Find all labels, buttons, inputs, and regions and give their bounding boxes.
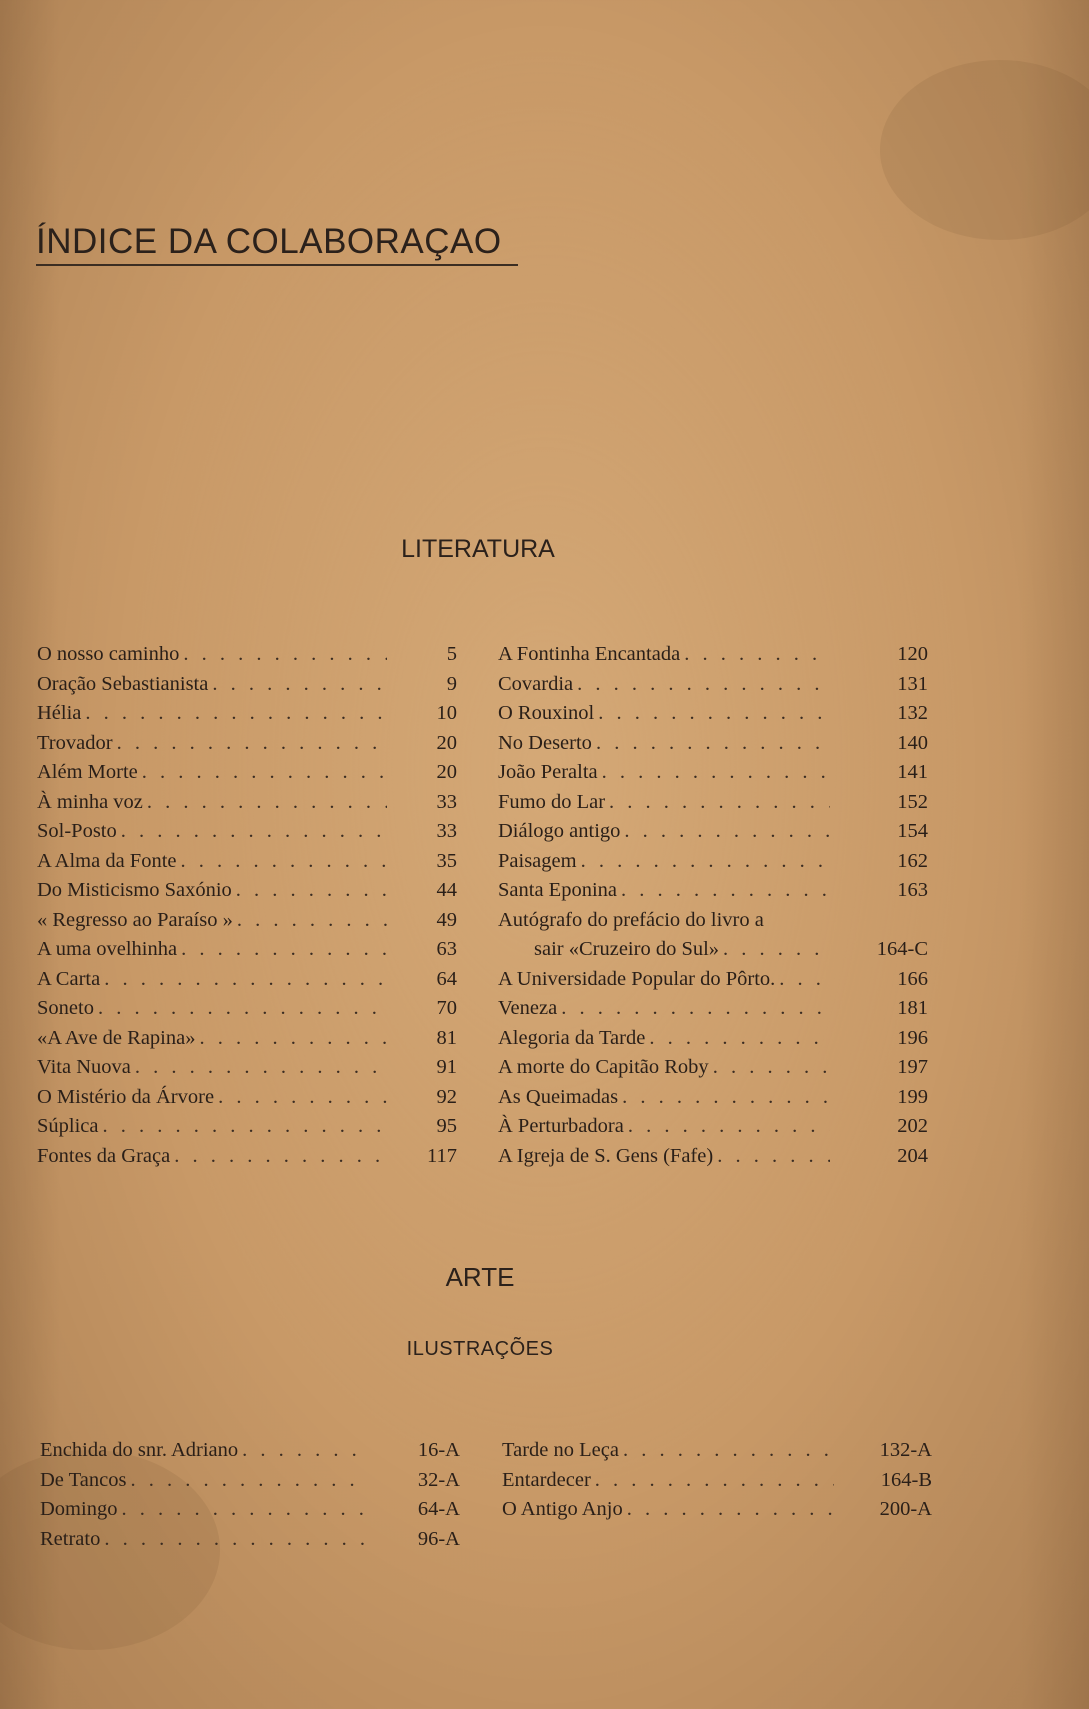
entry-page: 132-A xyxy=(879,1439,932,1461)
entry-page: 164-C xyxy=(876,938,928,960)
toc-entry xyxy=(37,876,457,906)
entry-page: 96-A xyxy=(417,1527,460,1550)
toc-entry xyxy=(40,1525,460,1555)
entry-page: 16-A xyxy=(417,1439,460,1461)
toc-entry xyxy=(498,847,928,877)
entry-title: O Rouxinol xyxy=(498,702,595,724)
dot-leader xyxy=(113,729,387,759)
dot-leader xyxy=(605,788,830,818)
dot-leader xyxy=(577,847,830,877)
toc-entry xyxy=(37,965,457,995)
dot-leader xyxy=(591,1466,834,1496)
entry-title: Oração Sebastianista xyxy=(37,672,209,695)
entry-title: O Antigo Anjo xyxy=(502,1498,623,1520)
entry-title: Entardecer xyxy=(502,1468,591,1491)
entry-title: Enchida do snr. Adriano xyxy=(40,1439,239,1461)
dot-leader xyxy=(680,640,830,670)
toc-entry xyxy=(498,1053,928,1083)
entry-title: A Carta xyxy=(37,967,101,990)
toc-entry xyxy=(498,640,928,670)
entry-page: 35 xyxy=(436,849,457,872)
dot-leader xyxy=(81,699,387,729)
entry-page: 131 xyxy=(897,672,928,695)
toc-entry xyxy=(502,1466,932,1496)
dot-leader xyxy=(623,1495,834,1525)
dot-leader xyxy=(620,817,830,847)
toc-entry xyxy=(498,788,928,818)
toc-entry xyxy=(37,906,457,936)
toc-entry xyxy=(37,817,457,847)
dot-leader xyxy=(719,935,830,965)
toc-entry xyxy=(37,1083,457,1113)
toc-entry xyxy=(498,758,928,788)
dot-leader xyxy=(214,1083,387,1113)
toc-entry xyxy=(498,876,928,906)
toc-entry xyxy=(498,965,928,995)
toc-entry xyxy=(37,1053,457,1083)
entry-title: Do Misticismo Saxónio xyxy=(37,879,232,901)
literatura-right-column xyxy=(498,640,928,1171)
dot-leader xyxy=(594,699,830,729)
entry-title: Vita Nuova xyxy=(37,1056,131,1078)
entry-title: Retrato xyxy=(40,1527,101,1550)
entry-title: A Fontinha Encantada xyxy=(498,643,681,665)
entry-page: 152 xyxy=(897,790,928,813)
entry-title: A uma ovelhinha xyxy=(37,938,178,960)
toc-entry xyxy=(498,699,928,729)
section-heading-arte: ARTE xyxy=(445,1262,515,1292)
dot-leader xyxy=(126,1466,364,1496)
entry-page: 154 xyxy=(897,820,928,842)
toc-entry xyxy=(498,1142,928,1172)
entry-page: 64 xyxy=(436,967,457,990)
entry-title: A Universidade Popular do Pôrto. xyxy=(498,967,776,990)
toc-entry xyxy=(37,729,457,759)
entry-title: Além Morte xyxy=(37,761,138,783)
toc-entry xyxy=(37,788,457,818)
entry-title: Veneza xyxy=(498,997,558,1019)
dot-leader xyxy=(617,876,830,906)
toc-entry xyxy=(498,935,928,965)
entry-page: 166 xyxy=(897,967,928,990)
entry-page: 140 xyxy=(897,731,928,754)
entry-page: 92 xyxy=(436,1085,457,1108)
entry-page: 181 xyxy=(897,997,928,1019)
section-heading-literatura: LITERATURA xyxy=(401,535,555,563)
toc-entry xyxy=(37,758,457,788)
entry-page: 64-A xyxy=(417,1498,460,1520)
dot-leader xyxy=(138,758,387,788)
entry-title: Santa Eponina xyxy=(498,879,617,901)
entry-page: 141 xyxy=(897,761,928,783)
dot-leader xyxy=(645,1024,830,1054)
arte-left-column xyxy=(40,1436,460,1554)
document-title: ÍNDICE DA COLABORAÇAO xyxy=(36,222,518,266)
entry-page: 132 xyxy=(897,702,928,724)
dot-leader xyxy=(709,1053,830,1083)
entry-title: Fontes da Graça xyxy=(37,1144,171,1167)
entry-page: 200-A xyxy=(879,1498,932,1520)
entry-page: 91 xyxy=(436,1056,457,1078)
entry-page: 197 xyxy=(897,1056,928,1078)
toc-entry xyxy=(498,729,928,759)
entry-page: 95 xyxy=(436,1115,457,1137)
toc-entry xyxy=(40,1466,460,1496)
entry-page: 117 xyxy=(427,1144,457,1167)
dot-leader xyxy=(131,1053,387,1083)
toc-entry xyxy=(498,1083,928,1113)
entry-page: 120 xyxy=(897,643,928,665)
entry-title: A morte do Capitão Roby xyxy=(498,1056,709,1078)
entry-title: Hélia xyxy=(37,702,82,724)
dot-leader xyxy=(592,729,830,759)
dot-leader xyxy=(598,758,830,788)
toc-entry xyxy=(498,1112,928,1142)
entry-title: As Queimadas xyxy=(498,1085,619,1108)
entry-title: João Peralta xyxy=(498,761,598,783)
dot-leader xyxy=(99,1112,388,1142)
dot-leader xyxy=(100,1525,364,1555)
entry-page: 20 xyxy=(436,731,457,754)
entry-title: Alegoria da Tarde xyxy=(498,1026,646,1049)
toc-entry xyxy=(498,1024,928,1054)
entry-title: «A Ave de Rapina» xyxy=(37,1026,196,1049)
dot-leader xyxy=(618,1083,830,1113)
dot-leader xyxy=(775,965,830,995)
entry-title: Tarde no Leça xyxy=(502,1439,619,1461)
toc-entry xyxy=(37,1112,457,1142)
entry-title: Soneto xyxy=(37,997,94,1019)
entry-page: 163 xyxy=(897,879,928,901)
toc-entry xyxy=(502,1495,932,1525)
toc-entry xyxy=(37,935,457,965)
toc-entry xyxy=(37,1142,457,1172)
entry-page: 70 xyxy=(436,997,457,1019)
dot-leader xyxy=(573,670,830,700)
toc-entry xyxy=(37,699,457,729)
entry-title: Sol-Posto xyxy=(37,820,117,842)
entry-title: A Alma da Fonte xyxy=(37,849,177,872)
dot-leader xyxy=(143,788,387,818)
entry-title: Súplica xyxy=(37,1115,99,1137)
toc-entry xyxy=(40,1495,460,1525)
dot-leader xyxy=(117,817,387,847)
entry-title: Domingo xyxy=(40,1498,118,1520)
entry-title: No Deserto xyxy=(498,731,592,754)
entry-page: 33 xyxy=(436,790,457,813)
toc-entry xyxy=(498,906,928,936)
dot-leader xyxy=(170,1142,387,1172)
arte-right-column xyxy=(502,1436,932,1525)
toc-entry xyxy=(37,1024,457,1054)
toc-entry xyxy=(498,994,928,1024)
entry-title: « Regresso ao Paraíso » xyxy=(37,908,233,931)
toc-entry xyxy=(37,670,457,700)
entry-page: 10 xyxy=(436,702,457,724)
entry-title: Trovador xyxy=(37,731,113,754)
literatura-left-column xyxy=(37,640,457,1171)
entry-title: Fumo do Lar xyxy=(498,790,606,813)
dot-leader xyxy=(619,1436,834,1466)
dot-leader xyxy=(208,670,387,700)
entry-title: De Tancos xyxy=(40,1468,127,1491)
entry-title: À Perturbadora xyxy=(498,1115,624,1137)
toc-entry xyxy=(502,1436,932,1466)
toc-entry xyxy=(40,1436,460,1466)
entry-page: 196 xyxy=(897,1026,928,1049)
dot-leader xyxy=(557,994,830,1024)
toc-entry xyxy=(498,817,928,847)
entry-title: Paisagem xyxy=(498,849,577,872)
entry-page: 33 xyxy=(436,820,457,842)
entry-title: O nosso caminho xyxy=(37,643,180,665)
entry-title: À minha voz xyxy=(37,790,143,813)
dot-leader xyxy=(624,1112,830,1142)
dot-leader xyxy=(233,906,387,936)
entry-page: 9 xyxy=(446,672,457,695)
dot-leader xyxy=(179,640,387,670)
dot-leader xyxy=(100,965,387,995)
entry-title: A Igreja de S. Gens (Fafe) xyxy=(498,1144,714,1167)
entry-page: 49 xyxy=(436,908,457,931)
toc-entry xyxy=(498,670,928,700)
entry-page: 81 xyxy=(436,1026,457,1049)
subheading-ilustracoes: ILUSTRAÇÕES xyxy=(406,1338,554,1360)
entry-title: Autógrafo do prefácio do livro a xyxy=(498,908,764,931)
dot-leader xyxy=(177,847,387,877)
toc-entry xyxy=(37,640,457,670)
dot-leader xyxy=(117,1495,364,1525)
entry-page: 32-A xyxy=(417,1468,460,1491)
entry-page: 202 xyxy=(897,1115,928,1137)
dot-leader xyxy=(232,876,387,906)
entry-title: O Mistério da Árvore xyxy=(37,1085,215,1108)
entry-page: 44 xyxy=(436,879,457,901)
entry-page: 199 xyxy=(897,1085,928,1108)
dot-leader xyxy=(177,935,387,965)
dot-leader xyxy=(713,1142,830,1172)
entry-title: Covardia xyxy=(498,672,574,695)
dot-leader xyxy=(195,1024,387,1054)
entry-page: 204 xyxy=(897,1144,928,1167)
entry-page: 5 xyxy=(446,643,457,665)
dot-leader xyxy=(238,1436,364,1466)
toc-entry xyxy=(37,994,457,1024)
entry-page: 63 xyxy=(436,938,457,960)
entry-title: sair «Cruzeiro do Sul» xyxy=(534,938,720,960)
toc-entry xyxy=(37,847,457,877)
dot-leader xyxy=(94,994,387,1024)
entry-page: 162 xyxy=(897,849,928,872)
entry-title: Diálogo antigo xyxy=(498,820,621,842)
entry-page: 164-B xyxy=(880,1468,932,1491)
paper-stain xyxy=(880,60,1089,240)
entry-page: 20 xyxy=(436,761,457,783)
